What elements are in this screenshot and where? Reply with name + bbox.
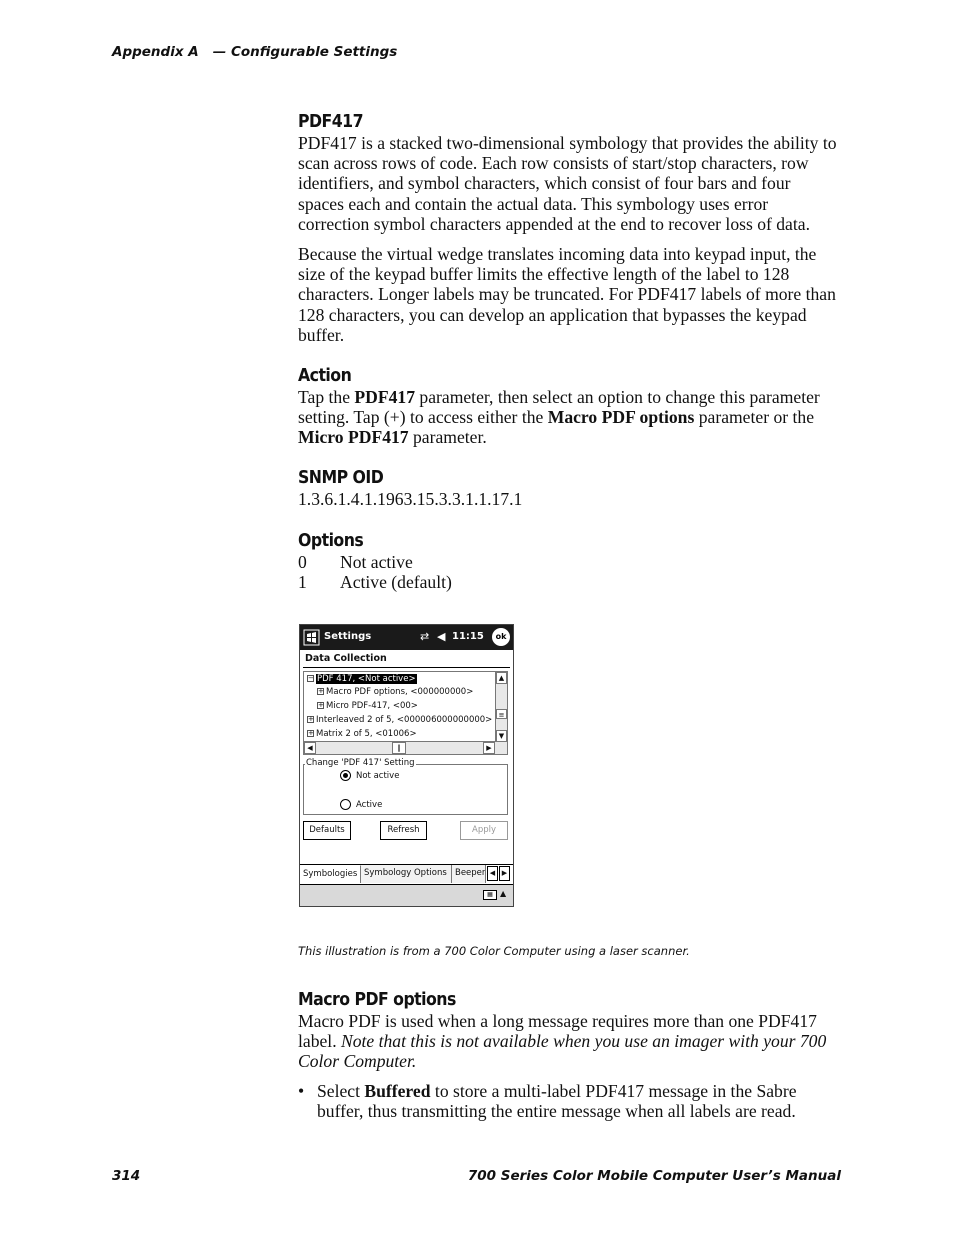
action-bold-micro: Micro PDF417	[298, 427, 409, 448]
bullet-icon: •	[298, 1080, 305, 1101]
setting-group	[303, 764, 508, 815]
tree-item-label: Micro PDF-417, <00>	[326, 701, 418, 711]
tree-item-pdf417[interactable]	[307, 673, 417, 686]
refresh-button[interactable]: Refresh	[380, 821, 427, 840]
defaults-button[interactable]: Defaults	[303, 821, 351, 840]
clock[interactable]: 11:15	[452, 631, 484, 642]
settings-tree[interactable]	[303, 671, 508, 755]
action-text-3: parameter or the	[694, 407, 814, 428]
tree-item-interleaved[interactable]	[307, 714, 492, 727]
section-options	[298, 530, 838, 592]
speaker-icon[interactable]: ◀	[437, 630, 446, 643]
manual-title: 700 Series Color Mobile Computer User’s Manual	[467, 1168, 841, 1184]
keyboard-icon[interactable]: ▦	[483, 890, 497, 900]
title-bar	[300, 625, 513, 650]
action-text-1: Tap the	[298, 387, 355, 407]
option-number: 1	[298, 572, 307, 593]
pdf417-paragraph-2: Because the virtual wedge translates incoming data into keypad input, the size of the keypad buffer limits the effective length of the label to 128 characters. Longer labels may be truncated. For PDF417 labels of more than 128 characters, you can develop an application that bypasses the keypad buffer.	[298, 244, 836, 345]
tree-item-label: Macro PDF options, <000000000>	[326, 687, 474, 697]
tab-scroll-left-icon[interactable]: ◀	[487, 866, 498, 881]
action-paragraph	[298, 387, 838, 448]
scroll-left-arrow-icon[interactable]: ◀	[304, 742, 316, 754]
tree-item-micro-pdf[interactable]	[317, 700, 418, 713]
horizontal-scrollbar[interactable]	[304, 741, 507, 754]
section-macro-pdf	[298, 989, 838, 1121]
expand-icon[interactable]: +	[308, 715, 314, 723]
tab-bar	[300, 864, 513, 883]
option-label: Active (default)	[340, 572, 452, 593]
running-head: Appendix A — Configurable Settings	[112, 44, 398, 60]
bullet-text-1: Select	[317, 1080, 365, 1101]
tab-scroll-right-icon[interactable]: ▶	[499, 866, 510, 881]
divider	[303, 667, 510, 668]
option-number: 0	[298, 552, 307, 572]
windows-flag-icon[interactable]	[303, 629, 320, 646]
device-screenshot	[299, 624, 514, 907]
scroll-right-arrow-icon[interactable]: ▶	[483, 742, 495, 754]
ok-button[interactable]: ok	[492, 628, 510, 646]
scroll-up-arrow-icon[interactable]: ▲	[496, 672, 507, 684]
bullet-bold: Buffered	[364, 1080, 431, 1101]
expand-icon[interactable]: +	[318, 687, 324, 695]
action-bold-macro: Macro PDF options	[547, 407, 695, 428]
tab-symbology-options[interactable]: Symbology Options	[361, 865, 452, 883]
figure-caption: This illustration is from a 700 Color Computer using a laser scanner.	[298, 944, 690, 958]
section-snmp	[298, 467, 838, 509]
tree-item-macro-pdf[interactable]	[317, 686, 473, 699]
setting-group-label: Change 'PDF 417' Setting	[306, 758, 415, 768]
section-label: Data Collection	[305, 653, 387, 664]
tree-item-label: Interleaved 2 of 5, <000006000000000>	[316, 715, 493, 725]
action-text-2: parameter, then select an option to change this parameter setting. Tap (+) to access either the	[298, 387, 820, 428]
apply-button[interactable]: Apply	[460, 821, 508, 840]
heading-snmp: SNMP OID	[298, 468, 384, 488]
vertical-scrollbar[interactable]	[495, 672, 507, 742]
radio-not-active-label: Not active	[356, 771, 400, 781]
expand-icon[interactable]: +	[318, 701, 324, 709]
scroll-thumb[interactable]: ‖	[392, 742, 406, 754]
macro-note: Note that this is not available when you use an imager with your 700 Color Computer.	[298, 1031, 827, 1072]
radio-not-active[interactable]	[340, 770, 351, 781]
option-label: Not active	[340, 552, 413, 572]
window-title: Settings	[324, 631, 372, 642]
menu-bar	[300, 884, 513, 906]
snmp-oid: 1.3.6.1.4.1.1963.15.3.3.1.1.17.1	[298, 489, 523, 509]
input-menu-arrow-icon[interactable]: ▲	[500, 889, 507, 898]
action-text-4: parameter.	[408, 427, 487, 448]
radio-active-label: Active	[356, 800, 383, 810]
pdf417-paragraph-1: PDF417 is a stacked two-dimensional symbology that provides the ability to scan across rows of code. Each row consists of start/stop characters, row identifiers, and symbol characters, which consist of four bars and four spaces each and contain the actual data. This symbology uses error correction symbol characters appended at the end to recover loss of data.	[298, 133, 837, 234]
tree-item-matrix[interactable]	[307, 728, 417, 741]
heading-pdf417: PDF417	[298, 112, 364, 132]
tree-item-label: PDF 417, <Not active>	[317, 674, 416, 684]
bullet-text-2: to store a multi-label PDF417 message in the Sabre buffer, thus transmitting the entire message when all labels are read.	[317, 1080, 797, 1121]
action-bold-pdf417: PDF417	[354, 387, 416, 407]
expand-icon[interactable]: +	[308, 729, 314, 737]
scroll-thumb[interactable]: ≡	[496, 709, 507, 719]
page-number: 314	[112, 1168, 141, 1184]
heading-options: Options	[298, 531, 364, 551]
option-row	[298, 572, 838, 592]
tree-item-label: Matrix 2 of 5, <01006>	[316, 729, 417, 739]
option-row	[298, 552, 838, 572]
heading-macro-pdf: Macro PDF options	[298, 990, 456, 1010]
macro-text: Macro PDF is used when a long message requires more than one PDF417 label.	[298, 1011, 817, 1052]
section-action	[298, 365, 838, 448]
tab-symbologies[interactable]: Symbologies	[300, 865, 361, 883]
scroll-down-arrow-icon[interactable]: ▼	[496, 730, 507, 742]
macro-paragraph	[298, 1011, 838, 1072]
radio-active[interactable]	[340, 799, 351, 810]
collapse-icon[interactable]: −	[308, 674, 314, 682]
connection-arrows-icon[interactable]: ⇄	[420, 630, 430, 643]
bullet-item	[298, 1081, 838, 1121]
heading-action: Action	[298, 366, 352, 386]
tab-beeper[interactable]: Beeper	[452, 865, 486, 883]
section-pdf417	[298, 111, 838, 345]
